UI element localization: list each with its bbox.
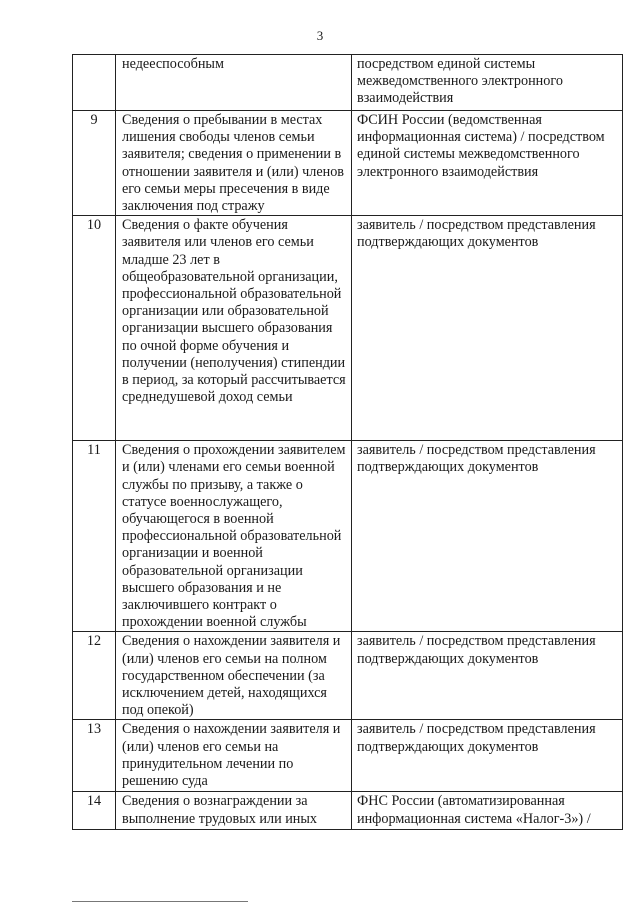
info-cell: недееспособным — [116, 55, 352, 111]
table-row — [73, 720, 623, 792]
info-cell: Сведения о прохождении заявителем и (или) членами его семьи военной службы по призыву, а также о статусе военнослужащего, обучающегося в военной профессиональной образовательной организации и военной образовательной организации высшего образования и не заключившего контракт о прохождении военной службы — [116, 441, 352, 632]
row-number — [73, 55, 116, 111]
footnote-divider — [72, 901, 248, 902]
table-row — [73, 441, 623, 632]
source-cell: заявитель / посредством представления подтверждающих документов — [352, 720, 623, 792]
source-cell: заявитель / посредством представления подтверждающих документов — [352, 441, 623, 632]
source-cell: заявитель / посредством представления подтверждающих документов — [352, 216, 623, 441]
table-row — [73, 632, 623, 720]
row-number: 14 — [73, 792, 116, 830]
table-row — [73, 216, 623, 441]
info-cell: Сведения о пребывании в местах лишения свободы членов семьи заявителя; сведения о применении в отношении заявителя и (или) членов его семьи меры пресечения в виде заключения под стражу — [116, 111, 352, 216]
source-cell: ФСИН России (ведомственная информационная система) / посредством единой системы межведомственного электронного взаимодействия — [352, 111, 623, 216]
table-row — [73, 792, 623, 830]
document-table — [72, 54, 623, 830]
info-cell: Сведения о нахождении заявителя и (или) членов его семьи на принудительном лечении по решению суда — [116, 720, 352, 792]
row-number: 13 — [73, 720, 116, 792]
info-cell: Сведения о факте обучения заявителя или членов его семьи младше 23 лет в общеобразовательной организации, профессиональной образовательной организации или образовательной организации высшего образования по очной форме обучения и получении (неполучения) стипендии в период, за который рассчитывается среднедушевой доход семьи — [116, 216, 352, 441]
row-number: 10 — [73, 216, 116, 441]
page-number: 3 — [316, 28, 324, 43]
row-number: 9 — [73, 111, 116, 216]
info-cell: Сведения о вознаграждении за выполнение трудовых или иных — [116, 792, 352, 830]
table-row — [73, 55, 623, 111]
info-cell: Сведения о нахождении заявителя и (или) членов его семьи на полном государственном обеспечении (за исключением детей, находящихся под опекой) — [116, 632, 352, 720]
source-cell: ФНС России (автоматизированная информационная система «Налог-3») / — [352, 792, 623, 830]
source-cell: заявитель / посредством представления подтверждающих документов — [352, 632, 623, 720]
row-number: 12 — [73, 632, 116, 720]
table-row — [73, 111, 623, 216]
row-number: 11 — [73, 441, 116, 632]
source-cell: посредством единой системы межведомственного электронного взаимодействия — [352, 55, 623, 111]
